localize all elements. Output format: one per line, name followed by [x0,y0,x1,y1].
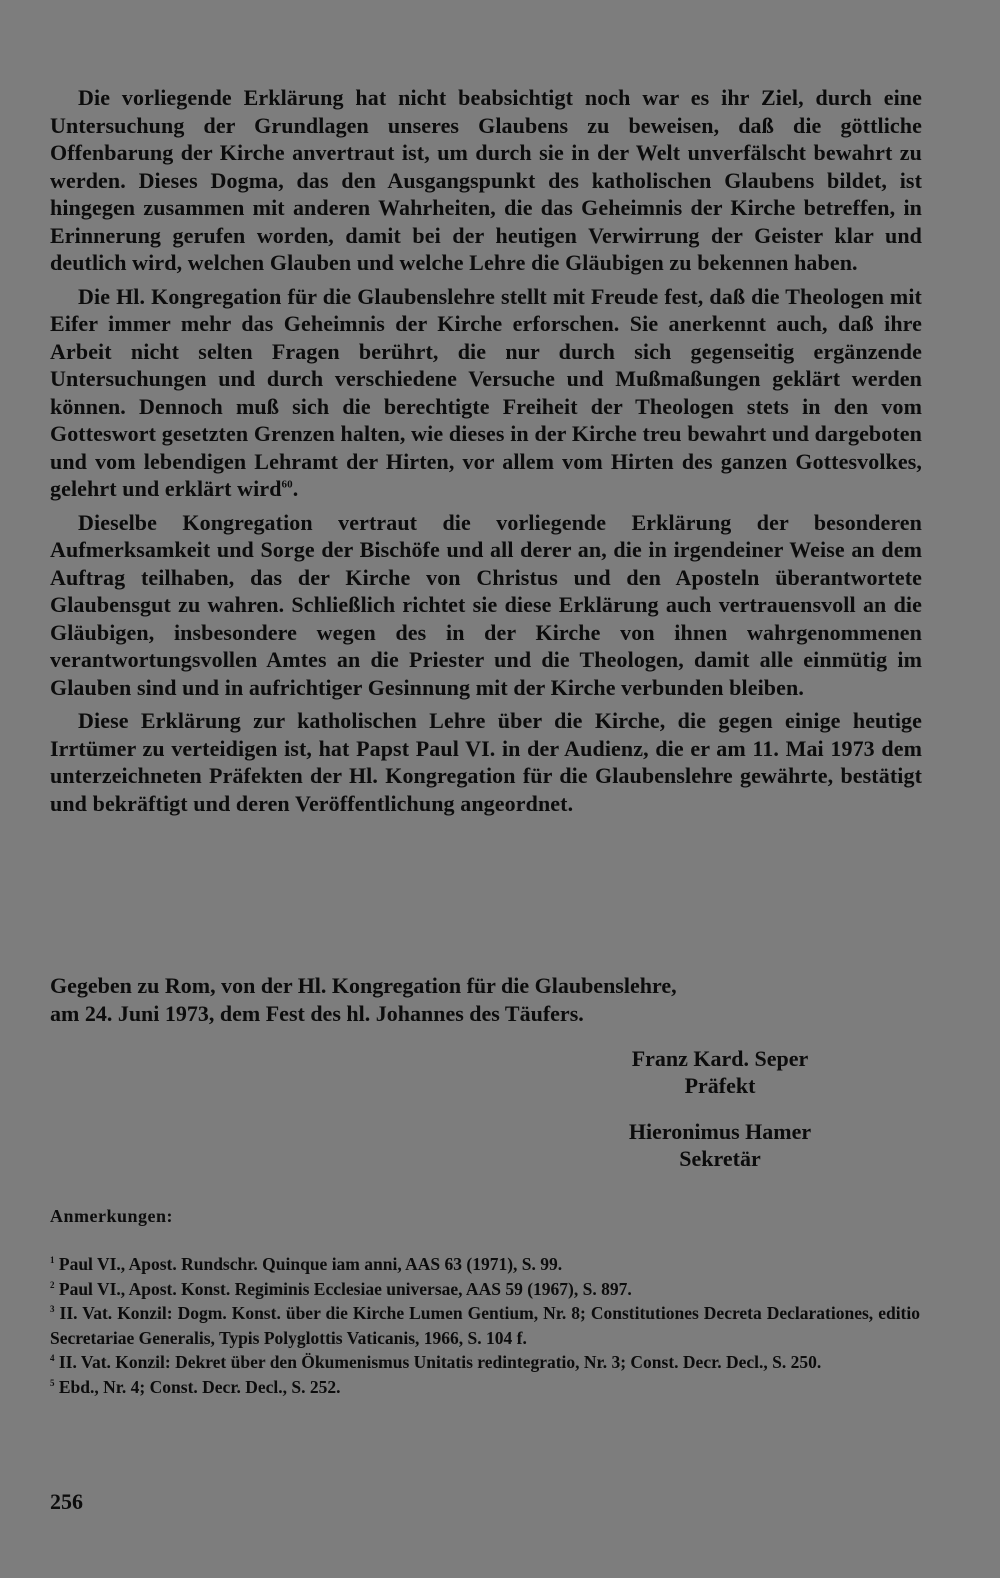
notes-heading: Anmerkungen: [50,1206,174,1226]
footnote-number: 5 [50,1377,55,1388]
signature-block-prefect [600,1045,840,1099]
paragraph-text: Diese Erklärung zur katholischen Lehre über die Kirche, die gegen einige heutige Irrtümer zu verteidigen ist, hat Papst Paul VI. in der Audienz, die er am 11. Mai 1973 dem unterzeichneten Präfekten der Hl. Kongregation für die Glaubenslehre gewährte, bestätigt und bekräftigt und deren Veröffentlichung angeordnet. [50,708,922,816]
paragraph-text: Dieselbe Kongregation vertraut die vorliegende Erklärung der besonderen Aufmerksamkeit und Sorge der Bischöfe und all derer an, die in irgendeiner Weise an dem Auftrag teilhaben, das der Kirche von Christus und den Aposteln überantwortete Glaubensgut zu wahren. Schließlich richtet sie diese Erklärung auch vertrauensvoll an die Gläubigen, insbesondere wegen des in der Kirche von ihnen wahrgenommenen verantwortungsvollen Amtes an die Priester und die Theologen, damit alle einmütig im Glauben sind und in aufrichtiger Gesinnung mit der Kirche verbunden bleiben. [50,509,922,700]
paragraph-2 [50,283,922,503]
signatory-role: Sekretär [679,1146,761,1171]
footnote-text: Paul VI., Apost. Konst. Regiminis Ecclesiae universae, AAS 59 (1967), S. 897. [58,1278,632,1299]
footnote [50,1277,920,1302]
paragraph-3 [50,509,922,702]
signatory-name: Franz Kard. Seper [631,1046,809,1071]
footnote-text: II. Vat. Konzil: Dekret über den Ökumenismus Unitatis redintegratio, Nr. 3; Const. Decr. Decl., S. 250. [58,1352,822,1372]
footnote-number: 1 [50,1255,55,1266]
footnote-number: 2 [50,1279,55,1290]
footnote-number: 4 [50,1353,55,1364]
footnote [50,1301,920,1350]
paragraph-text: Die Hl. Kongregation für die Glaubenslehre stellt mit Freude fest, daß die Theologen mit Eifer immer mehr das Geheimnis der Kirche erforschen. Sie anerkennt auch, daß ihre Arbeit nicht selten Fragen berührt, die nur durch sich gegenseitig ergänzende Untersuchungen und durch verschiedene Versuche und Mußmaßungen geklärt werden können. Dennoch muß sich die berechtigte Freiheit der Theologen stets in den vom Gotteswort gesetzten Grenzen halten, wie dieses in der Kirche treu bewahrt und dargeboten und vom lebendigen Lehramt der Hirten, vor allem vom Hirten des ganzen Gottesvolkes, gelehrt und erklärt wird [50,283,922,501]
paragraph-tail: . [292,476,299,501]
body-text [50,84,922,823]
footnote-number: 3 [50,1304,55,1315]
footnote [50,1350,920,1375]
footnotes [50,1252,920,1399]
signature-block-secretary [600,1118,840,1172]
footnote-text: Ebd., Nr. 4; Const. Decr. Decl., S. 252. [58,1376,341,1397]
footnote-text: Paul VI., Apost. Rundschr. Quinque iam anni, AAS 63 (1971), S. 99. [58,1254,563,1274]
paragraph-1 [50,84,922,277]
footnote [50,1252,920,1277]
signatory-role: Präfekt [684,1073,756,1098]
signatory-name: Hieronimus Hamer [628,1119,812,1144]
page-number: 256 [50,1489,83,1514]
footnote [50,1375,920,1400]
paragraph-4 [50,707,922,817]
paragraph-text: Die vorliegende Erklärung hat nicht beabsichtigt noch war es ihr Ziel, durch eine Untersuchung der Grundlagen unseres Glaubens zu beweisen, daß die göttliche Offenbarung der Kirche anvertraut ist, um durch sie in der Welt unverfälscht bewahrt zu werden. Dieses Dogma, das den Ausgangspunkt des katholischen Glaubens bildet, ist hingegen zusammen mit anderen Wahrheiten, die das Geheimnis der Kirche betreffen, in Erinnerung gerufen worden, damit bei der heutigen Verwirrung der Geister klar und deutlich wird, welchen Glauben und welche Lehre die Gläubigen zu bekennen haben. [50,85,922,275]
dateline [50,972,850,1028]
dateline-line-2: am 24. Juni 1973, dem Fest des hl. Johannes des Täufers. [50,1001,584,1026]
footnote-text: II. Vat. Konzil: Dogm. Konst. über die Kirche Lumen Gentium, Nr. 8; Constitutiones Decreta Declarationes, editio Secretariae Generalis, Typis Polyglottis Vaticanis, 1966, S. 104 f. [50,1303,920,1348]
dateline-line-1: Gegeben zu Rom, von der Hl. Kongregation für die Glaubenslehre, [50,973,677,998]
footnote-ref: 60 [281,478,293,491]
